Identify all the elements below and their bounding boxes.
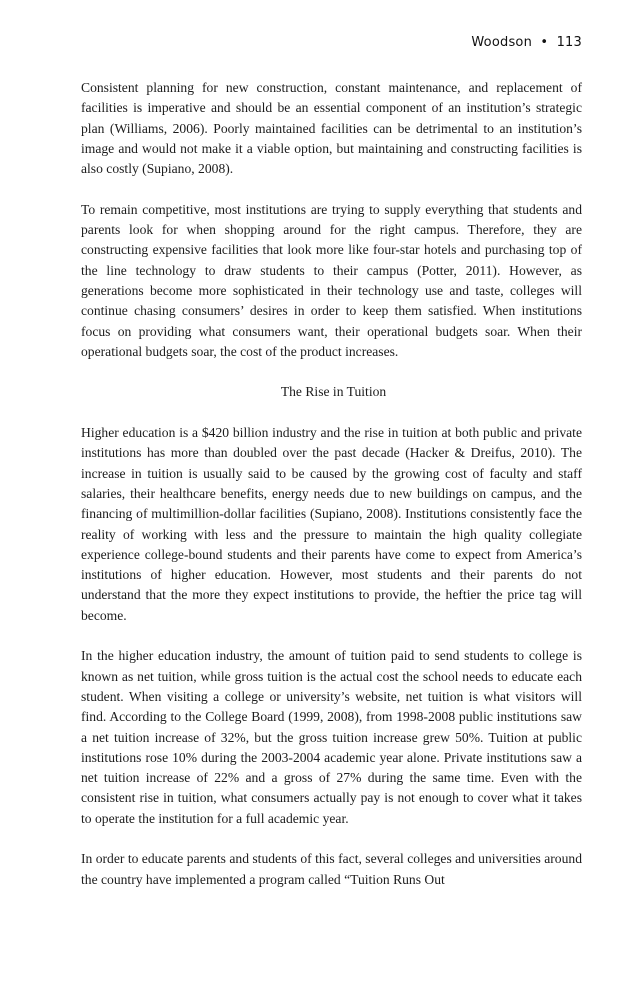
- section-heading: The Rise in Tuition: [280, 384, 387, 400]
- paragraph-net-tuition: In the higher education industry, the amount of tuition paid to send students to college is known as net tuition, while gross tuition is the actual cost the school needs to educate each student. When visiting a college or university’s website, net tuition is what visitors will find. According to the College Board (1999, 2008), from 1998-2008 public institutions saw a net tuition increase of 32%, but the gross tuition increase grew 50%. Tuition at public institutions rose 10% during the 2003-2004 academic year alone. Private institutions saw a net tuition increase of 22% and a gross of 27% during the same time. Even with the consistent rise in tuition, what consumers actually pay is not enough to cover what it takes to operate the institution for a full academic year.: [81, 648, 582, 826]
- running-header: [471, 35, 582, 50]
- paragraph-competition: To remain competitive, most institutions are trying to supply everything that students and parents look for when shopping around for the right campus. Therefore, they are constructing expensive facilities that look more like four-star hotels and purchasing top of the line technology to draw students to their campus (Potter, 2011). However, as generations become more sophisticated in their technology use and taste, colleges will continue chasing consumers’ desires in order to keep them satisfied. When institutions focus on providing what consumers want, their operational budgets soar. When their operational budgets soar, the cost of the product increases.: [81, 201, 582, 359]
- page-number: 113: [556, 35, 582, 50]
- author-name: Woodson: [471, 35, 533, 50]
- paragraph-industry: Higher education is a $420 billion industry and the rise in tuition at both public and private institutions has more than doubled over the past decade (Hacker & Dreifus, 2010). The increase in tuition is usually said to be caused by the growing cost of faculty and staff salaries, their healthcare benefits, energy needs due to new buildings on campus, and the financing of multimillion-dollar facilities (Supiano, 2008). Institutions consistently face the reality of working with less and the pressure to maintain the high quality collegiate experience college-bound students and their parents have come to expect from America’s institutions of higher education. However, most students and their parents do not understand that the more they expect institutions to provide, the heftier the price tag will become.: [81, 425, 582, 623]
- header-separator: •: [540, 35, 549, 50]
- paragraph-tuition-runs-out: In order to educate parents and students of this fact, several colleges and universities around the country have implemented a program called “Tuition Runs Out: [81, 851, 582, 887]
- body-text: [81, 78, 582, 910]
- paragraph-facilities-planning: Consistent planning for new construction, constant maintenance, and replacement of facilities is imperative and should be an essential component of an institution’s strategic plan (Williams, 2006). Poorly maintained facilities can be detrimental to an institution’s image and would not make it a viable option, but maintaining and constructing facilities is also costly (Supiano, 2008).: [81, 80, 582, 177]
